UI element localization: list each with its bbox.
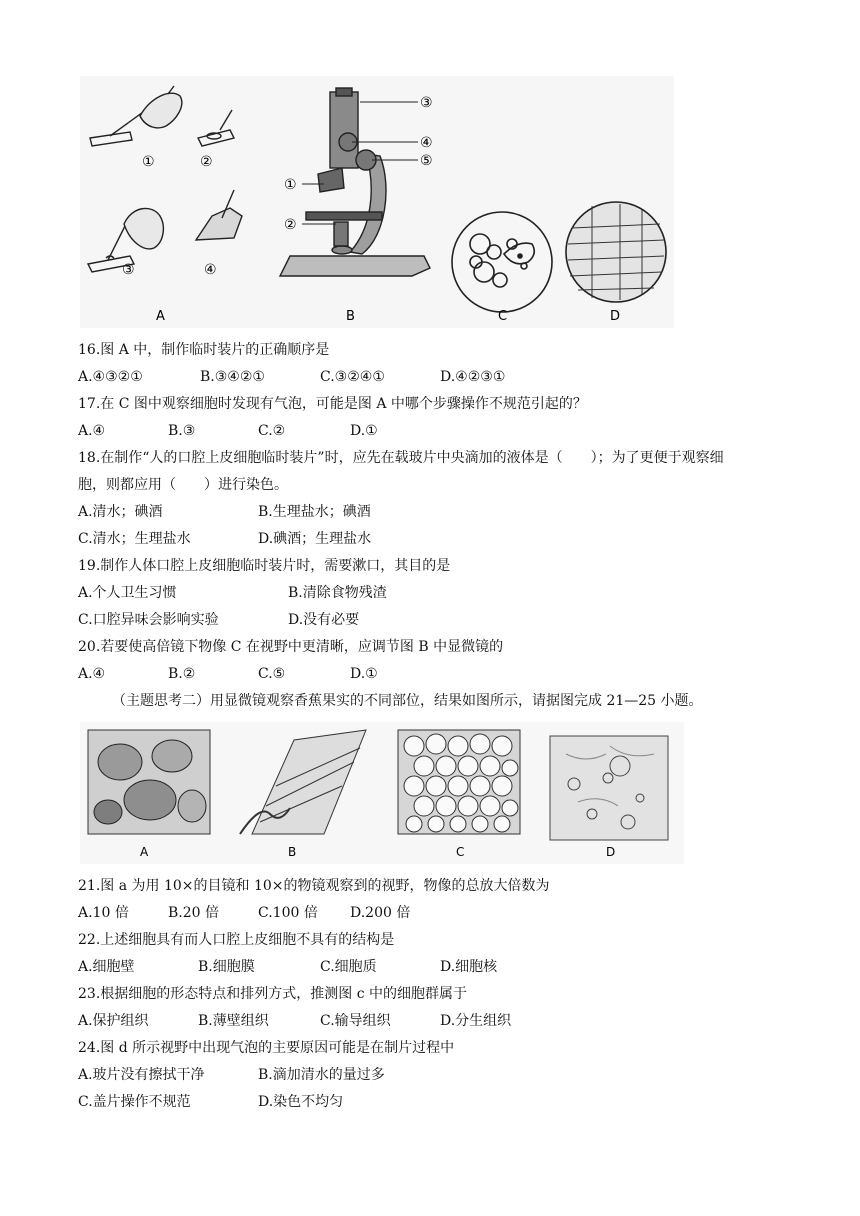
banana-view-c (398, 730, 520, 834)
q24-option-d: D.染色不均匀 (258, 1094, 344, 1110)
question-16-stem: 16.图 A 中，制作临时装片的正确顺序是 (78, 342, 330, 358)
q24-option-b: B.滴加清水的量过多 (258, 1067, 385, 1083)
fig2-label-c: C (456, 845, 465, 859)
q20-option-c: C.⑤ (258, 666, 286, 682)
q18-option-a: A.清水；碘酒 (78, 504, 163, 520)
question-24-stem: 24.图 d 所示视野中出现气泡的主要原因可能是在制片过程中 (78, 1040, 455, 1056)
microscope-label-3: ③ (420, 95, 433, 111)
microscope-label-4: ④ (420, 135, 433, 151)
question-19-stem: 19.制作人体口腔上皮细胞临时装片时，需要漱口，其目的是 (78, 558, 451, 574)
q18-option-b: B.生理盐水；碘酒 (258, 504, 371, 520)
question-18-stem-continued: 胞，则都应用（ ）进行染色。 (78, 477, 288, 493)
q18-option-d: D.碘酒；生理盐水 (258, 531, 372, 547)
question-20-stem: 20.若要使高倍镜下物像 C 在视野中更清晰，应调节图 B 中显微镜的 (78, 639, 504, 655)
q16-option-d: D.④②③① (440, 369, 506, 385)
q22-option-c: C.细胞质 (320, 959, 377, 975)
q21-option-c: C.100 倍 (258, 905, 318, 921)
q19-option-c: C.口腔异味会影响实验 (78, 612, 219, 628)
q22-option-d: D.细胞核 (440, 959, 498, 975)
q24-option-c: C.盖片操作不规范 (78, 1094, 191, 1110)
question-21-stem: 21.图 a 为用 10×的目镜和 10×的物镜观察到的视野，物像的总放大倍数为 (78, 878, 550, 894)
q23-option-b: B.薄壁组织 (198, 1013, 269, 1029)
q17-option-c: C.② (258, 423, 286, 439)
fig2-label-d: D (606, 845, 616, 859)
question-22-stem: 22.上述细胞具有而人口腔上皮细胞不具有的结构是 (78, 932, 395, 948)
q21-option-d: D.200 倍 (350, 905, 411, 921)
panel-label-c: C (498, 309, 508, 324)
q20-option-a: A.④ (78, 666, 106, 682)
q23-option-a: A.保护组织 (78, 1013, 149, 1029)
microscope-label-5: ⑤ (420, 153, 433, 169)
microscope-label-2: ② (284, 217, 297, 233)
q21-option-a: A.10 倍 (78, 905, 129, 921)
panel-label-b: B (346, 309, 355, 324)
q16-option-b: B.③④②① (200, 369, 265, 385)
q24-option-a: A.玻片没有擦拭干净 (78, 1067, 205, 1083)
banana-view-d (550, 736, 668, 840)
q17-option-b: B.③ (168, 423, 196, 439)
q19-option-a: A.个人卫生习惯 (78, 585, 177, 601)
question-17-stem: 17.在 C 图中观察细胞时发现有气泡，可能是图 A 中哪个步骤操作不规范引起的？ (78, 396, 587, 412)
figure-1 (80, 76, 674, 328)
q22-option-b: B.细胞膜 (198, 959, 255, 975)
microscope-label-1: ① (284, 177, 297, 193)
q20-option-b: B.② (168, 666, 196, 682)
step-label-2: ② (200, 154, 213, 170)
question-18-stem: 18.在制作“人的口腔上皮细胞临时装片”时，应先在载玻片中央滴加的液体是（ ）；为了更便于观察细 (78, 450, 724, 466)
question-23-stem: 23.根据细胞的形态特点和排列方式，推测图 c 中的细胞群属于 (78, 986, 468, 1002)
figure-2 (80, 722, 684, 864)
q21-option-b: B.20 倍 (168, 905, 220, 921)
q19-option-b: B.清除食物残渣 (288, 585, 387, 601)
q17-option-a: A.④ (78, 423, 106, 439)
q22-option-a: A.细胞壁 (78, 959, 135, 975)
q20-option-d: D.① (350, 666, 378, 682)
q17-option-d: D.① (350, 423, 378, 439)
q16-option-c: C.③②④① (320, 369, 385, 385)
step-label-4: ④ (204, 262, 217, 278)
fig2-label-b: B (288, 845, 297, 859)
banana-view-a (88, 730, 210, 834)
step-label-3: ③ (122, 262, 135, 278)
panel-label-a: A (156, 309, 165, 324)
step-label-1: ① (142, 154, 155, 170)
q16-option-a: A.④③②① (78, 369, 143, 385)
q19-option-d: D.没有必要 (288, 612, 360, 628)
q23-option-c: C.输导组织 (320, 1013, 391, 1029)
q23-option-d: D.分生组织 (440, 1013, 512, 1029)
fig2-label-a: A (140, 845, 149, 859)
theme-2-intro: （主题思考二）用显微镜观察香蕉果实的不同部位，结果如图所示，请据图完成 21—25 小题。 (112, 693, 703, 709)
panel-label-d: D (610, 309, 621, 324)
view-d-drawing (566, 202, 666, 302)
q18-option-c: C.清水；生理盐水 (78, 531, 191, 547)
